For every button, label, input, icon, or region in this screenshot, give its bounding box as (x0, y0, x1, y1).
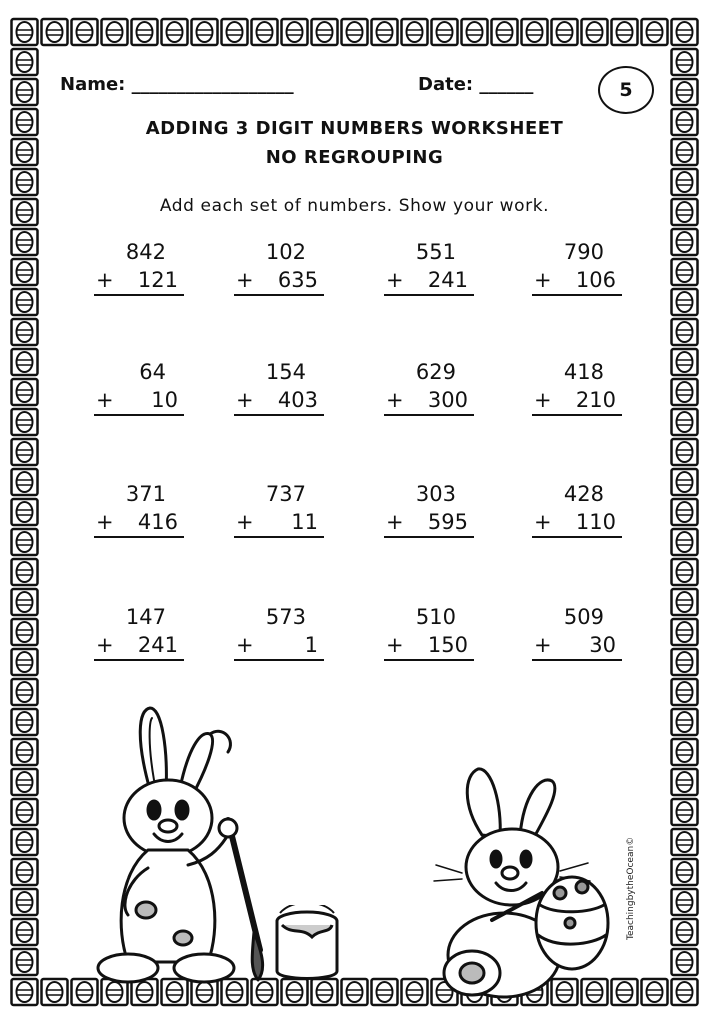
addend-top: 509 (563, 605, 604, 629)
addend-top: 64 (139, 360, 166, 384)
addition-problem (234, 238, 324, 296)
addend-bottom: 150 (427, 633, 468, 657)
easter-egg-icon (12, 799, 38, 825)
addition-problem (384, 603, 474, 661)
addend-bottom-row (532, 631, 622, 661)
easter-egg-icon (12, 49, 38, 75)
easter-egg-icon (672, 379, 698, 405)
easter-egg-icon (192, 19, 218, 45)
easter-egg-icon (12, 349, 38, 375)
easter-egg-icon (402, 979, 428, 1005)
addition-problem (532, 480, 622, 538)
addend-bottom-row (384, 508, 474, 538)
easter-egg-icon (672, 619, 698, 645)
addend-bottom: 30 (589, 633, 616, 657)
name-blank[interactable]: __________________ (131, 74, 294, 95)
addition-problem (532, 603, 622, 661)
easter-egg-icon (672, 469, 698, 495)
plus-sign: + (236, 633, 254, 657)
plus-sign: + (96, 388, 114, 412)
addition-problem (94, 358, 184, 416)
easter-egg-icon (12, 889, 38, 915)
easter-egg-icon (12, 529, 38, 555)
easter-egg-icon (12, 649, 38, 675)
credit-text: TeachingbytheOcean© (626, 836, 636, 940)
addend-bottom-row (384, 386, 474, 416)
plus-sign: + (534, 510, 552, 534)
addend-top: 790 (563, 240, 604, 264)
easter-egg-icon (12, 769, 38, 795)
plus-sign: + (236, 268, 254, 292)
addend-bottom-row (532, 386, 622, 416)
easter-egg-icon (282, 19, 308, 45)
easter-egg-icon (672, 499, 698, 525)
easter-egg-icon (12, 829, 38, 855)
addend-bottom-row (384, 266, 474, 296)
easter-egg-icon (672, 529, 698, 555)
easter-egg-icon (522, 19, 548, 45)
easter-egg-icon (672, 559, 698, 585)
addend-top: 102 (265, 240, 306, 264)
plus-sign: + (386, 388, 404, 412)
addend-bottom: 110 (575, 510, 616, 534)
worksheet-subtitle: NO REGROUPING (265, 147, 444, 168)
easter-egg-icon (12, 19, 38, 45)
addend-bottom: 11 (291, 510, 318, 534)
easter-egg-icon (12, 319, 38, 345)
addend-top: 573 (265, 605, 306, 629)
addend-bottom: 121 (137, 268, 178, 292)
instructions: Add each set of numbers. Show your work. (159, 196, 550, 216)
addend-bottom: 106 (575, 268, 616, 292)
easter-egg-icon (372, 979, 398, 1005)
addend-top: 147 (125, 605, 166, 629)
easter-egg-icon (672, 259, 698, 285)
addition-problem (384, 238, 474, 296)
worksheet-title: ADDING 3 DIGIT NUMBERS WORKSHEET (145, 118, 564, 139)
easter-egg-icon (672, 49, 698, 75)
addend-bottom-row (234, 266, 324, 296)
easter-egg-icon (582, 19, 608, 45)
addend-top: 842 (125, 240, 166, 264)
easter-egg-icon (672, 289, 698, 315)
easter-egg-icon (612, 19, 638, 45)
addend-top: 737 (265, 482, 306, 506)
plus-sign: + (534, 268, 552, 292)
easter-egg-icon (252, 19, 278, 45)
addend-bottom-row (532, 508, 622, 538)
easter-egg-icon (642, 979, 668, 1005)
addend-top: 371 (125, 482, 166, 506)
addend-bottom: 300 (427, 388, 468, 412)
easter-egg-icon (672, 739, 698, 765)
easter-egg-icon (162, 19, 188, 45)
addend-bottom-row (234, 386, 324, 416)
easter-egg-icon (672, 709, 698, 735)
name-field[interactable] (60, 74, 294, 95)
name-label: Name: (60, 74, 126, 95)
plus-sign: + (386, 510, 404, 534)
plus-sign: + (534, 633, 552, 657)
easter-egg-icon (312, 19, 338, 45)
addend-bottom-row (384, 631, 474, 661)
date-field[interactable] (418, 74, 533, 95)
addend-top: 551 (415, 240, 456, 264)
addend-bottom-row (94, 631, 184, 661)
addend-bottom: 241 (137, 633, 178, 657)
easter-egg-icon (12, 169, 38, 195)
plus-sign: + (386, 268, 404, 292)
easter-egg-icon (672, 679, 698, 705)
addend-top: 629 (415, 360, 456, 384)
addition-problem (94, 480, 184, 538)
easter-egg-icon (12, 979, 38, 1005)
easter-egg-icon (672, 949, 698, 975)
plus-sign: + (386, 633, 404, 657)
easter-egg-icon (672, 859, 698, 885)
plus-sign: + (534, 388, 552, 412)
easter-egg-icon (432, 19, 458, 45)
date-label: Date: (418, 74, 474, 95)
easter-egg-icon (12, 739, 38, 765)
addition-problem (384, 358, 474, 416)
easter-egg-icon (12, 589, 38, 615)
addend-bottom-row (234, 508, 324, 538)
easter-egg-icon (372, 19, 398, 45)
easter-egg-icon (12, 289, 38, 315)
addend-bottom-row (532, 266, 622, 296)
easter-egg-icon (672, 439, 698, 465)
addition-problem (234, 480, 324, 538)
easter-egg-icon (342, 19, 368, 45)
bunny-painting-egg-icon (432, 755, 632, 1000)
easter-egg-icon (12, 919, 38, 945)
page-number-badge (598, 66, 654, 114)
easter-egg-icon (72, 19, 98, 45)
addend-top: 428 (563, 482, 604, 506)
addend-bottom: 595 (427, 510, 468, 534)
easter-egg-icon (12, 949, 38, 975)
easter-egg-icon (342, 979, 368, 1005)
easter-egg-icon (552, 19, 578, 45)
easter-egg-icon (672, 979, 698, 1005)
addend-bottom: 403 (277, 388, 318, 412)
easter-egg-icon (12, 439, 38, 465)
page-number: 5 (619, 79, 633, 101)
addend-bottom-row (94, 266, 184, 296)
plus-sign: + (96, 510, 114, 534)
plus-sign: + (236, 388, 254, 412)
addend-bottom: 241 (427, 268, 468, 292)
easter-egg-icon (672, 79, 698, 105)
paint-can-icon (272, 905, 342, 985)
addend-bottom: 10 (151, 388, 178, 412)
addend-bottom-row (94, 386, 184, 416)
plus-sign: + (236, 510, 254, 534)
addend-bottom: 1 (304, 633, 318, 657)
addition-problem (532, 238, 622, 296)
addend-bottom: 416 (137, 510, 178, 534)
easter-egg-icon (642, 19, 668, 45)
bunny-with-paintbrush-icon (88, 700, 288, 990)
easter-egg-icon (12, 559, 38, 585)
addend-bottom: 210 (575, 388, 616, 412)
addend-bottom: 635 (277, 268, 318, 292)
easter-egg-icon (12, 259, 38, 285)
addend-bottom-row (234, 631, 324, 661)
plus-sign: + (96, 268, 114, 292)
easter-egg-icon (12, 79, 38, 105)
easter-egg-icon (102, 19, 128, 45)
easter-egg-icon (672, 349, 698, 375)
addition-problem (384, 480, 474, 538)
addend-bottom-row (94, 508, 184, 538)
easter-egg-icon (672, 829, 698, 855)
easter-egg-icon (672, 919, 698, 945)
easter-egg-icon (12, 709, 38, 735)
easter-egg-icon (672, 649, 698, 675)
easter-egg-icon (42, 979, 68, 1005)
easter-egg-icon (492, 19, 518, 45)
easter-egg-icon (222, 19, 248, 45)
easter-egg-icon (12, 679, 38, 705)
addition-problem (234, 603, 324, 661)
easter-egg-icon (672, 229, 698, 255)
easter-egg-icon (672, 319, 698, 345)
easter-egg-icon (12, 469, 38, 495)
plus-sign: + (96, 633, 114, 657)
easter-egg-icon (672, 769, 698, 795)
addition-problem (94, 238, 184, 296)
easter-egg-icon (12, 499, 38, 525)
addend-top: 510 (415, 605, 456, 629)
date-blank[interactable]: ______ (479, 74, 534, 95)
easter-egg-icon (12, 229, 38, 255)
easter-egg-icon (672, 589, 698, 615)
easter-egg-icon (672, 169, 698, 195)
easter-egg-icon (12, 409, 38, 435)
easter-egg-icon (402, 19, 428, 45)
addend-top: 418 (563, 360, 604, 384)
easter-egg-icon (462, 19, 488, 45)
easter-egg-icon (42, 19, 68, 45)
addition-problem (532, 358, 622, 416)
addend-top: 154 (265, 360, 306, 384)
easter-egg-icon (12, 859, 38, 885)
addition-problem (94, 603, 184, 661)
easter-egg-icon (672, 19, 698, 45)
easter-egg-icon (672, 799, 698, 825)
addition-problem (234, 358, 324, 416)
easter-egg-icon (12, 619, 38, 645)
addend-top: 303 (415, 482, 456, 506)
easter-egg-icon (672, 409, 698, 435)
easter-egg-icon (132, 19, 158, 45)
easter-egg-icon (12, 379, 38, 405)
easter-egg-icon (672, 889, 698, 915)
